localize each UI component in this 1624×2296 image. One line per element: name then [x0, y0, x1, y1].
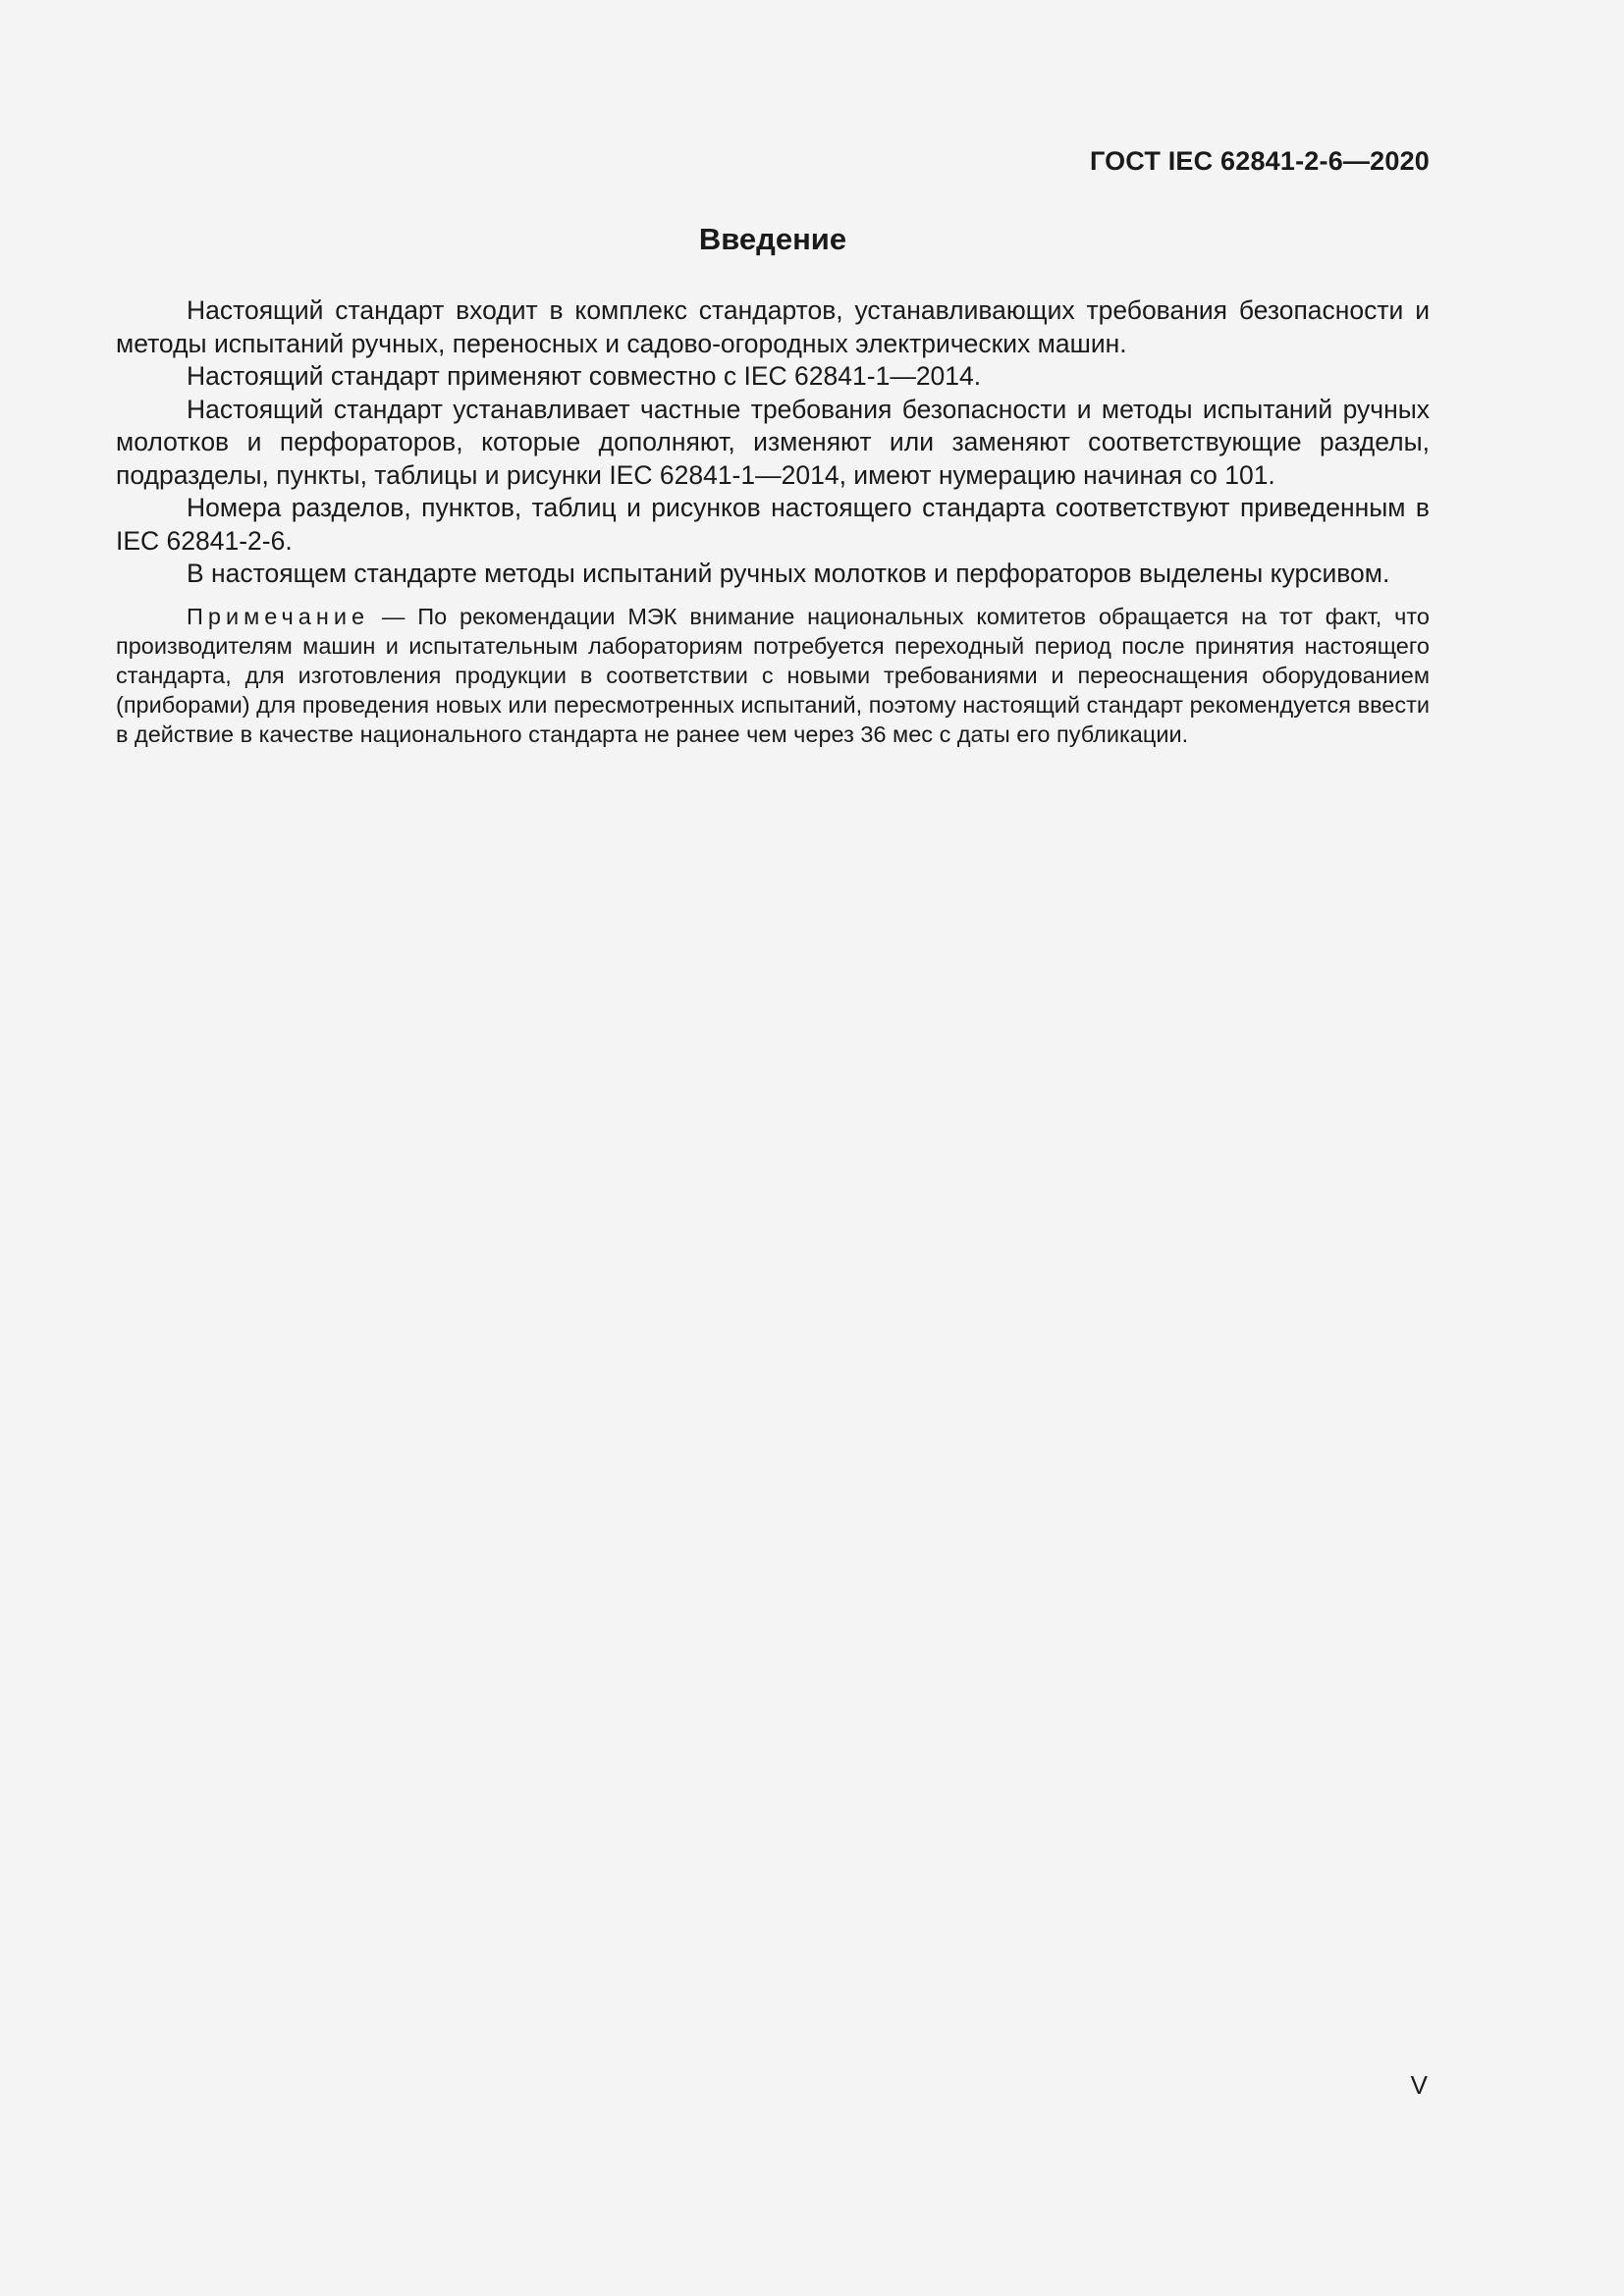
- note-text: — По рекомендации МЭК внимание национальных комитетов обращается на тот факт, что производителям машин и испытательным лабораториям потребуется переходный период после принятия настоящего стандарта, для изготовления продукции в соответствии с новыми требованиями и переоснащения оборудованием (приборами) для проведения новых или пересмотренных испытаний, поэтому настоящий стандарт рекомендуется ввести в действие в качестве национального стандарта не ранее чем через 36 мес с даты его публикации.: [116, 604, 1430, 747]
- note: [116, 602, 1430, 749]
- page-number: V: [1410, 2070, 1428, 2100]
- introduction-body: [116, 294, 1430, 591]
- paragraph-used-with: Настоящий стандарт применяют совместно с IEC 62841-1—2014.: [187, 361, 982, 391]
- section-title: Введение: [698, 222, 847, 256]
- paragraph-numbering: Номера разделов, пунктов, таблиц и рисунков настоящего стандарта соответствуют приведенным в IEC 62841-2-6.: [116, 493, 1430, 556]
- paragraph-requirements: Настоящий стандарт устанавливает частные требования безопасности и методы испытаний ручных молотков и перфораторов, которые дополняют, изменяют или заменяют соответствующие разделы, подразделы, пункты, таблицы и рисунки IEC 62841-1—2014, имеют нумерацию начиная со 101.: [116, 394, 1430, 490]
- paragraph-scope: Настоящий стандарт входит в комплекс стандартов, устанавливающих требования безопасности и методы испытаний ручных, переносных и садово-огородных электрических машин.: [116, 295, 1430, 358]
- paragraph-italic-methods: В настоящем стандарте методы испытаний ручных молотков и перфораторов выделены курсивом.: [187, 559, 1390, 588]
- note-label: Примечание: [187, 604, 370, 629]
- document-code: ГОСТ IEC 62841-2-6—2020: [1089, 146, 1430, 176]
